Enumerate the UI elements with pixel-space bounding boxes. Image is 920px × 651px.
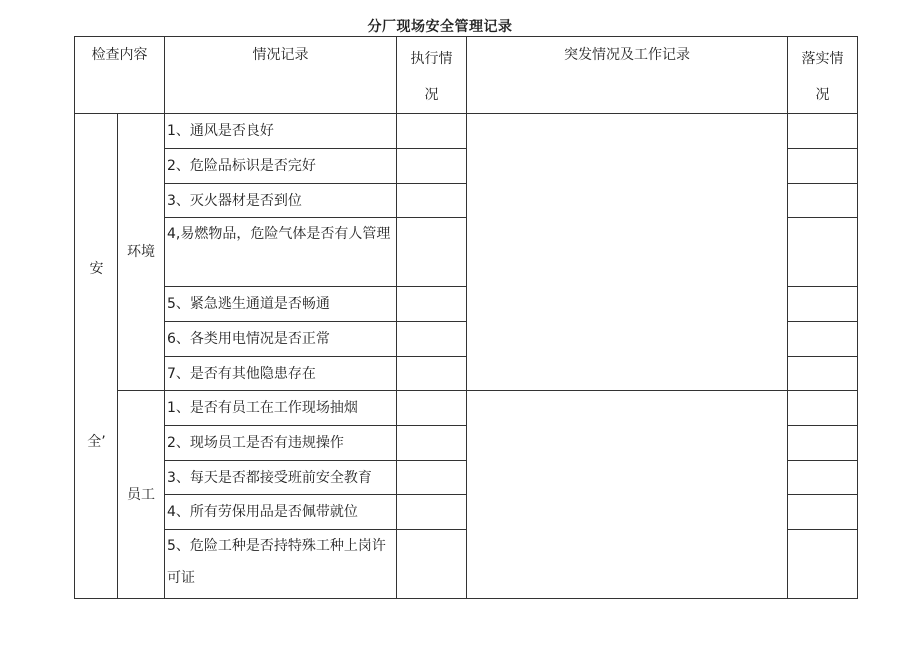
header-implementation: 落实情 况 (788, 37, 858, 114)
execution-cell[interactable] (397, 426, 467, 461)
check-item: 1、是否有员工在工作现场抽烟 (165, 391, 397, 426)
execution-cell[interactable] (397, 114, 467, 149)
check-item: 3、灭火器材是否到位 (165, 184, 397, 218)
execution-cell[interactable] (397, 461, 467, 495)
check-item: 1、通风是否良好 (165, 114, 397, 149)
check-item: 5、危险工种是否持特殊工种上岗许可证 (165, 530, 397, 599)
header-incident-record: 突发情况及工作记录 (467, 37, 788, 114)
check-item: 5、紧急逃生通道是否畅通 (165, 287, 397, 322)
document-title: 分厂现场安全管理记录 (367, 19, 513, 35)
check-item: 7、是否有其他隐患存在 (165, 357, 397, 391)
execution-cell[interactable] (397, 149, 467, 184)
execution-cell[interactable] (397, 322, 467, 357)
header-row (75, 37, 858, 114)
section-safety (75, 114, 118, 599)
implementation-cell[interactable] (788, 426, 858, 461)
execution-cell[interactable] (397, 184, 467, 218)
implementation-cell[interactable] (788, 495, 858, 530)
incident-cell-environment[interactable] (467, 114, 788, 391)
execution-cell[interactable] (397, 530, 467, 599)
execution-cell[interactable] (397, 287, 467, 322)
implementation-cell[interactable] (788, 218, 858, 287)
table-row (75, 114, 858, 149)
implementation-cell[interactable] (788, 114, 858, 149)
incident-cell-staff[interactable] (467, 391, 788, 599)
implementation-cell[interactable] (788, 461, 858, 495)
implementation-cell[interactable] (788, 357, 858, 391)
check-item: 2、现场员工是否有违规操作 (165, 426, 397, 461)
table-row (75, 391, 858, 426)
category-staff: 员工 (118, 391, 165, 599)
implementation-cell[interactable] (788, 184, 858, 218)
safety-record-table (74, 36, 858, 599)
header-situation-record: 情况记录 (165, 37, 397, 114)
check-item: 4,易燃物品，危险气体是否有人管理 (165, 218, 397, 287)
implementation-cell[interactable] (788, 149, 858, 184)
header-check-content: 检查内容 (75, 37, 165, 114)
section-char-2: 全’ (87, 434, 106, 450)
check-item: 4、所有劳保用品是否佩带就位 (165, 495, 397, 530)
implementation-cell[interactable] (788, 287, 858, 322)
category-environment: 环境 (118, 114, 165, 391)
section-char-1: 安 (89, 261, 104, 277)
execution-cell[interactable] (397, 357, 467, 391)
execution-cell[interactable] (397, 495, 467, 530)
implementation-cell[interactable] (788, 391, 858, 426)
execution-cell[interactable] (397, 391, 467, 426)
header-execution: 执行情 况 (397, 37, 467, 114)
check-item: 2、危险品标识是否完好 (165, 149, 397, 184)
execution-cell[interactable] (397, 218, 467, 287)
check-item: 3、每天是否都接受班前安全教育 (165, 461, 397, 495)
implementation-cell[interactable] (788, 322, 858, 357)
check-item: 6、各类用电情况是否正常 (165, 322, 397, 357)
implementation-cell[interactable] (788, 530, 858, 599)
